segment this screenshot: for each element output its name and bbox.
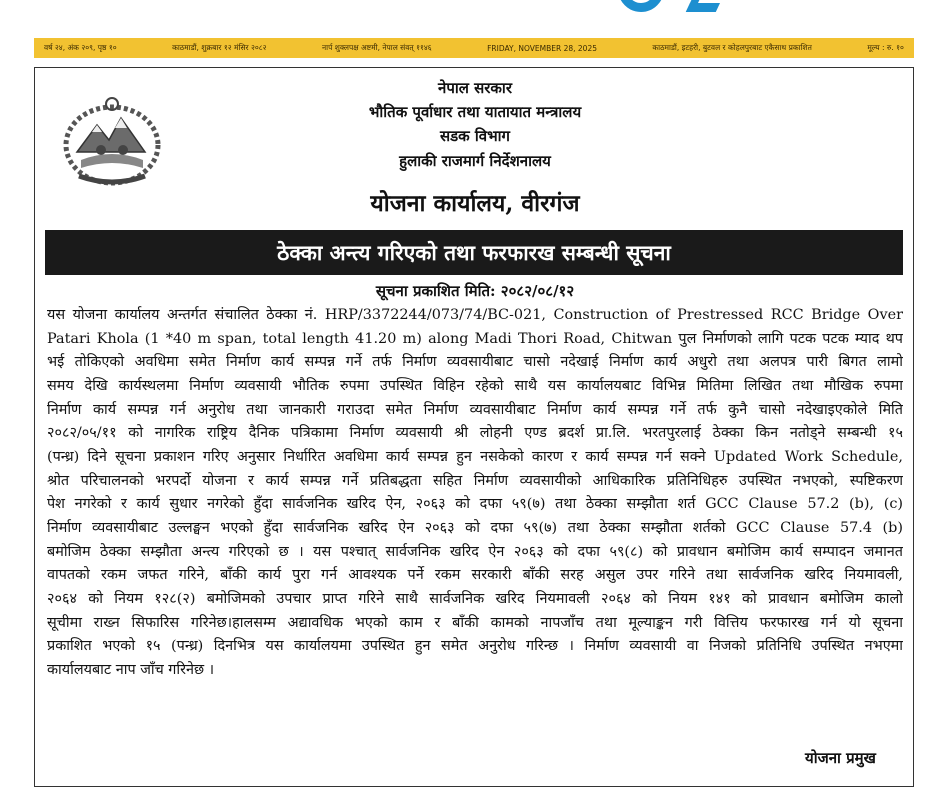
body-line: (पन्ध्र) दिने सूचना प्रकाशन गरिए अनुसार निर्धारित अवधिमा कार्य सम्पन्न हुन नसकेको कारण र कार्य सम्पन्न गर्न सक्ने Updated Work Schedule,: [47, 448, 903, 465]
public-notice: [34, 67, 914, 787]
dateline-price: मूल्य : रु. १०: [867, 43, 904, 52]
body-line: निर्माण कार्य सम्पन्न गर्न अनुरोध तथा जानकारी गराउदा समेत निर्माण व्यवसायीबाट निर्माण कार्य सम्पन्न गर्ने तर्फ कुनै चासो नदेखाइएकोले मिति: [47, 401, 903, 418]
dateline-volume: वर्ष २४, अंक २०९, पृष्ठ १०: [44, 43, 117, 52]
dateline-lunar-date: नार्प शुक्लपक्ष अष्टमी, नेपाल संवत् ११४६: [322, 43, 432, 52]
body-line: सूचीमा राख्न सिफारिस गरिनेछ।हालसम्म अद्यावधिक भएको काम र बाँकी कामको नापजाँच तथा मूल्याङ्कन गरी वित्तिय फरफारख गर्न यो सूचना: [47, 614, 903, 631]
body-line: भई तोकिएको अवधिमा समेत निर्माण कार्य सम्पन्न गर्ने तर्फ निर्माण व्यवसायीबाट चासो नदेखाई निर्माण कार्य अधुरो तथा अलपत्र पारी बिगत लामो: [47, 354, 903, 371]
newspaper-logo-stroke: [686, 0, 724, 12]
body-line: २०८२/०५/११ को नागरिक राष्ट्रिय दैनिक पत्रिकामा निर्माण व्यवसायी श्री लोहनी एण्ड ब्रदर्श प्रा.लि. भरतपुरलाई ठेक्का किन नतोड्ने सम्बन्धी १५: [47, 425, 903, 442]
header-ministry: भौतिक पूर्वाधार तथा यातायात मन्त्रालय: [368, 103, 582, 121]
notice-title-bar: [45, 230, 903, 275]
newspaper-logo-fragment: [618, 0, 664, 12]
body-line: समय देखि कार्यस्थलमा निर्माण व्यवसायी भौतिक रुपमा उपस्थित विहिन रहेको साथै यस कार्यालयबाट विभिन्न मितिमा लिखित तथा मौखिक रुपमा: [47, 377, 903, 394]
signoff-title: योजना प्रमुख: [805, 749, 876, 767]
notice-body: [47, 304, 903, 683]
body-line: पेश नगरेको र कार्य सुधार नगरेको हुँदा सार्वजनिक खरिद ऐन, २०६३ को दफा ५९(७) तथा ठेक्का सम्झौता शर्त GCC Clause 57.2 (b), (c): [47, 496, 903, 513]
dateline-nepali-date: काठमाडौं, शुक्रबार १२ मंसिर २०८२: [172, 43, 267, 52]
header-office: योजना कार्यालय, वीरगंज: [370, 190, 580, 217]
body-line: निर्माण व्यवसायीबाट उल्लङ्घन भएको हुँदा सार्वजनिक खरिद ऐन २०६३ को दफा ५९(७) तथा ठेक्का सम्झौता शर्तको GCC Clause 57.4 (b): [47, 519, 903, 536]
body-line: २०६४ को नियम १२८(२) बमोजिमको उपचार प्राप्त गरिने साथै सार्वजनिक खरिद नियमावली २०६४ को नियम १४१ को प्रावधान बमोजिम कालो: [47, 590, 903, 607]
dateline-editions: काठमाडौं, इटहरी, बुटवल र कोहलपुरबाट एकैसाथ प्रकाशित: [652, 43, 812, 52]
dateline-english-date: FRIDAY, NOVEMBER 28, 2025: [487, 43, 597, 53]
body-line: Patari Khola (1 *40 m span, total length 41.20 m) along Madi Thori Road, Chitwan पुल निर्माणको लागि पटक पटक म्याद थप: [47, 330, 903, 347]
newspaper-dateline: [34, 38, 914, 58]
body-line: बमोजिम ठेक्का सम्झौता अन्त्य गरिएको छ । यस पश्चात् सार्वजनिक खरिद ऐन २०६३ को दफा ५९(८) को प्रावधान बमोजिम कार्य सम्पादन जमानत: [47, 543, 903, 560]
newspaper-masthead: [0, 0, 945, 38]
body-line: कार्यालयबाट नाप जाँच गरिनेछ ।: [47, 661, 215, 678]
header-directorate: हुलाकी राजमार्ग निर्देशनालय: [399, 152, 551, 170]
notice-title: ठेक्का अन्त्य गरिएको तथा फरफारख सम्बन्धी सूचना: [277, 239, 671, 265]
publish-date: सूचना प्रकाशित मिति: २०८२/०८/१२: [375, 282, 575, 300]
body-line: श्रोत परिचालनको भरपर्दो योजना र कार्य सम्पन्न गर्ने प्रतिबद्धता सहित निर्माण व्यवसायीको आधिकारिक प्रतिनिधिहरु उपस्थित नभएको, स्पष्टिकरण: [47, 472, 903, 489]
body-line: प्रकाशित भएको १५ (पन्ध्र) दिनभित्र यस कार्यालयमा उपस्थित हुन समेत अनुरोध गरिन्छ । निर्माण व्यवसायी वा निजको प्रतिनिधि उपस्थित नभएमा: [47, 638, 903, 655]
header-government: नेपाल सरकार: [438, 79, 512, 97]
body-line: यस योजना कार्यालय अन्तर्गत संचालित ठेक्का नं. HRP/3372244/073/74/BC-021, Construction of Prestressed RCC Bridge Over: [47, 307, 903, 323]
header-department: सडक विभाग: [439, 127, 510, 145]
body-line: वापतको रकम जफत गरिने, बाँकी कार्य पुरा गर्न आवश्यक पर्ने रकम सरकारी बाँकी सरह असुल उपर गरिने तथा सार्वजनिक खरिद नियमावली,: [47, 567, 903, 584]
